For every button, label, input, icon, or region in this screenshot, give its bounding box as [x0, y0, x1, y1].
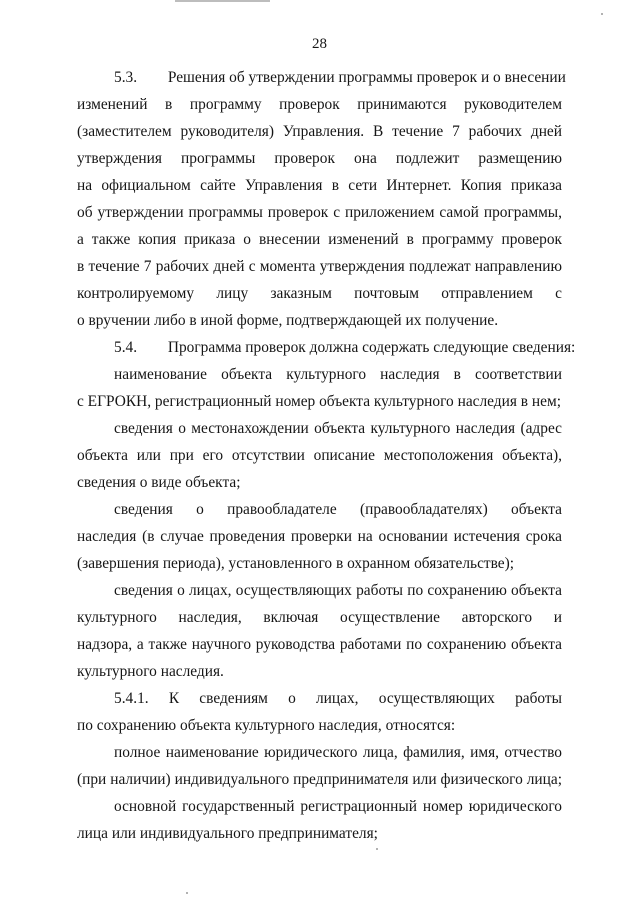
text-line: об утверждении программы проверок с приложением самой программы, — [77, 204, 562, 221]
text-line: 5.4. Программа проверок должна содержать следующие сведения: — [114, 339, 576, 356]
text-line: наследия (в случае проведения проверки на основании истечения срока — [77, 528, 562, 545]
text-line: полное наименование юридического лица, фамилия, имя, отчество — [114, 744, 562, 761]
text-line: (при наличии) индивидуального предпринимателя или физического лица; — [77, 771, 562, 788]
text-line: 5.4.1. К сведениям о лицах, осуществляющих работы — [114, 690, 562, 707]
text-line: лица или индивидуального предпринимателя; — [77, 825, 378, 842]
text-line: с ЕГРОКН, регистрационный номер объекта культурного наследия в нем; — [77, 393, 561, 410]
text-line: сведения о виде объекта; — [77, 474, 241, 491]
text-line: а также копия приказа о внесении изменений в программу проверок — [77, 231, 562, 248]
text-line: надзора, а также научного руководства работами по сохранению объекта — [77, 636, 562, 653]
text-line: объекта или при его отсутствии описание местоположения объекта), — [77, 447, 562, 464]
scan-speck — [376, 848, 378, 850]
text-line: сведения о правообладателе (правообладателях) объекта — [114, 501, 562, 518]
text-line: 5.3. Решения об утверждении программы проверок и о внесении — [114, 69, 566, 86]
text-line: наименование объекта культурного наследия в соответствии — [114, 366, 562, 383]
text-line: сведения о местонахождении объекта культурного наследия (адрес — [114, 420, 562, 437]
scan-speck — [601, 13, 603, 15]
text-line: на официальном сайте Управления в сети Интернет. Копия приказа — [77, 177, 562, 194]
text-line: основной государственный регистрационный номер юридического — [114, 798, 562, 815]
page-number: 28 — [312, 36, 327, 52]
text-line: утверждения программы проверок она подлежит размещению — [77, 150, 562, 167]
scan-edge-mark — [175, 0, 270, 2]
text-line: о вручении либо в иной форме, подтверждающей их получение. — [77, 312, 499, 329]
text-line: (завершения периода), установленного в охранном обязательстве); — [77, 555, 515, 572]
text-line: культурного наследия, включая осуществление авторского и — [77, 609, 562, 626]
text-line: культурного наследия. — [77, 663, 224, 680]
text-line: сведения о лицах, осуществляющих работы по сохранению объекта — [114, 582, 562, 599]
text-line: контролируемому лицу заказным почтовым отправлением с — [77, 285, 562, 302]
text-line: изменений в программу проверок принимаются руководителем — [77, 96, 562, 113]
text-line: в течение 7 рабочих дней с момента утверждения подлежат направлению — [77, 258, 562, 275]
text-line: по сохранению объекта культурного наследия, относятся: — [77, 717, 456, 734]
scan-speck — [186, 892, 188, 894]
text-line: (заместителем руководителя) Управления. В течение 7 рабочих дней — [77, 123, 562, 140]
